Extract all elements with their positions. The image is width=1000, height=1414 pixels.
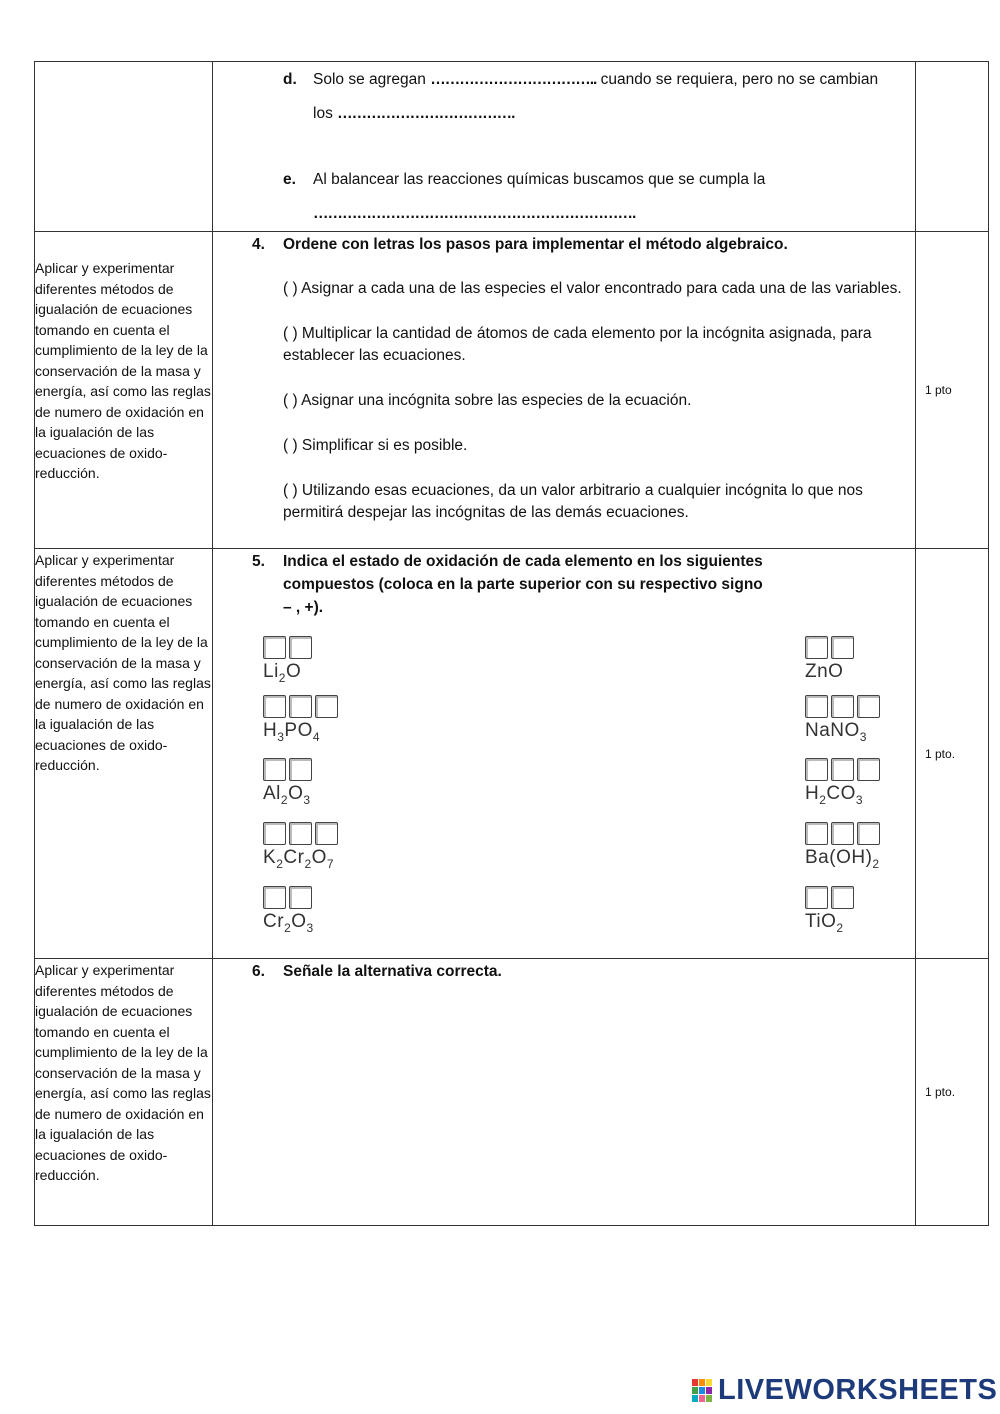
item-e-blank[interactable]: ………………………………………………………….: [313, 205, 636, 222]
q4-option-5[interactable]: ( ) Utilizando esas ecuaciones, da un valor arbitrario a cualquier incógnita lo que nos permitirá despejar las incógnitas de las demás ecuaciones.: [283, 482, 863, 521]
logo-square: [706, 1387, 712, 1394]
oxidation-state-box[interactable]: [805, 886, 828, 909]
liveworksheets-wordmark: LIVEWORKSHEETS: [718, 1374, 998, 1406]
q4-heading: [213, 233, 915, 256]
logo-square: [699, 1395, 705, 1402]
oxidation-state-box[interactable]: [289, 695, 312, 718]
compound-formula: $Ba(OH)_2$: [805, 847, 880, 871]
criterion-cell-empty: [35, 62, 213, 232]
compound-right-1: [805, 636, 854, 683]
oxidation-state-box[interactable]: [263, 822, 286, 845]
oxidation-boxes: [805, 636, 854, 659]
compound-left-3: [263, 758, 312, 807]
oxidation-state-box[interactable]: [805, 758, 828, 781]
item-e-letter: e.: [283, 171, 296, 188]
points-q5: 1 pto.: [916, 549, 989, 959]
compound-left-5: [263, 886, 314, 935]
criterion-cell-q4: Aplicar y experimentar diferentes métodos de igualación de ecuaciones tomando en cuenta el cumplimiento de la ley de la conservación de la masa y energía, así como las reglas de numero de oxidación en la igualación de las ecuaciones de oxido-reducción.: [35, 232, 213, 549]
compound-right-3: [805, 758, 880, 807]
oxidation-state-box[interactable]: [289, 822, 312, 845]
q4-number: 4.: [252, 236, 265, 253]
q5-prompt: Indica el estado de oxidación de cada elemento en los siguientes compuestos (coloca en la parte superior con su respectivo signo – , +).: [283, 553, 763, 616]
q6-number: 6.: [252, 963, 265, 980]
question-cell-q6: [213, 959, 916, 1226]
oxidation-state-box[interactable]: [857, 822, 880, 845]
oxidation-state-box[interactable]: [805, 695, 828, 718]
oxidation-boxes: [263, 822, 338, 845]
compound-left-2: [263, 695, 338, 744]
logo-square: [692, 1379, 698, 1386]
row-question-5: [35, 549, 989, 959]
oxidation-state-box[interactable]: [805, 822, 828, 845]
oxidation-boxes: [263, 886, 314, 909]
question-cell-q5: [213, 549, 916, 959]
points-q6: 1 pto.: [916, 959, 989, 1226]
compound-formula: TiO$_2$: [805, 911, 844, 935]
q4-option-2[interactable]: ( ) Multiplicar la cantidad de átomos de cada elemento por la incógnita asignada, para establecer las ecuaciones.: [283, 325, 872, 364]
oxidation-state-box[interactable]: [831, 758, 854, 781]
compound-left-1: [263, 636, 312, 685]
item-e-text: Al balancear las reacciones químicas buscamos que se cumpla la: [313, 171, 766, 188]
points-q4: 1 pto: [916, 232, 989, 549]
logo-square: [706, 1379, 712, 1386]
oxidation-boxes: [263, 636, 312, 659]
oxidation-state-box[interactable]: [263, 886, 286, 909]
oxidation-state-box[interactable]: [263, 758, 286, 781]
item-d-blank-1[interactable]: ……………………………..: [430, 71, 597, 88]
oxidation-state-box[interactable]: [289, 636, 312, 659]
oxidation-state-box[interactable]: [831, 695, 854, 718]
compound-left-4: [263, 822, 338, 871]
row-question-6: [35, 959, 989, 1226]
question-cell-de: [213, 62, 916, 232]
criterion-cell-q6: Aplicar y experimentar diferentes métodos de igualación de ecuaciones tomando en cuenta el cumplimiento de la ley de la conservación de la masa y energía, así como las reglas de numero de oxidación en la igualación de las ecuaciones de oxido-reducción.: [35, 959, 213, 1226]
oxidation-state-box[interactable]: [263, 695, 286, 718]
row-question-4: [35, 232, 989, 549]
oxidation-boxes: [263, 695, 338, 718]
oxidation-state-box[interactable]: [315, 822, 338, 845]
oxidation-state-box[interactable]: [857, 695, 880, 718]
oxidation-state-box[interactable]: [805, 636, 828, 659]
item-d-text-line2: los: [313, 105, 338, 122]
oxidation-state-box[interactable]: [831, 886, 854, 909]
logo-square: [699, 1387, 705, 1394]
row-items-d-e: [35, 62, 989, 232]
item-d-letter: d.: [283, 71, 297, 88]
compound-formula: ZnO: [805, 661, 844, 682]
logo-square: [692, 1387, 698, 1394]
compound-formula: $Li_2O$: [263, 661, 302, 685]
oxidation-state-box[interactable]: [857, 758, 880, 781]
liveworksheets-icon: [692, 1379, 714, 1403]
oxidation-state-box[interactable]: [831, 636, 854, 659]
q4-option-3[interactable]: ( ) Asignar una incógnita sobre las especies de la ecuación.: [283, 392, 692, 409]
q6-heading: [213, 960, 915, 983]
liveworksheets-logo: [692, 1374, 997, 1407]
oxidation-state-box[interactable]: [263, 636, 286, 659]
compound-right-4: [805, 822, 880, 871]
question-cell-q4: [213, 232, 916, 549]
criterion-cell-q5: Aplicar y experimentar diferentes métodos de igualación de ecuaciones tomando en cuenta el cumplimiento de la ley de la conservación de la masa y energía, así como las reglas de numero de oxidación en la igualación de las ecuaciones de oxido-reducción.: [35, 549, 213, 959]
oxidation-boxes: [805, 758, 880, 781]
oxidation-state-box[interactable]: [289, 758, 312, 781]
compound-formula: $H_2CO_3$: [805, 783, 864, 807]
logo-square: [699, 1379, 705, 1386]
worksheet-table: [34, 61, 989, 1226]
item-d-text-middle: cuando se requiera, pero no se cambian: [596, 71, 879, 88]
compound-right-2: [805, 695, 880, 744]
q5-number: 5.: [252, 553, 265, 570]
compound-formula: $K_2Cr_2O_7$: [263, 847, 335, 871]
oxidation-state-box[interactable]: [315, 695, 338, 718]
oxidation-boxes: [805, 822, 880, 845]
logo-square: [692, 1395, 698, 1402]
compound-formula: NaNO$_3$: [805, 720, 867, 744]
q5-heading: [213, 550, 915, 619]
q6-prompt: Señale la alternativa correcta.: [283, 963, 502, 980]
item-d: [213, 63, 915, 131]
compound-formula: $H_3PO_4$: [263, 720, 321, 744]
oxidation-state-box[interactable]: [289, 886, 312, 909]
q4-prompt: Ordene con letras los pasos para implementar el método algebraico.: [283, 236, 788, 253]
item-d-blank-2[interactable]: ……………………………….: [337, 105, 515, 122]
q4-option-1[interactable]: ( ) Asignar a cada una de las especies el valor encontrado para cada una de las variables.: [283, 280, 902, 297]
item-d-text-before: Solo se agregan: [313, 71, 431, 88]
oxidation-boxes: [805, 695, 880, 718]
item-e: [213, 163, 915, 231]
compound-right-5: [805, 886, 854, 935]
logo-square: [706, 1395, 712, 1402]
oxidation-state-box[interactable]: [831, 822, 854, 845]
compound-formula: $Al_2O_3$: [263, 783, 311, 807]
compound-formula: $Cr_2O_3$: [263, 911, 314, 935]
q4-option-4[interactable]: ( ) Simplificar si es posible.: [283, 437, 468, 454]
points-cell-empty: [916, 62, 989, 232]
oxidation-boxes: [805, 886, 854, 909]
oxidation-boxes: [263, 758, 312, 781]
